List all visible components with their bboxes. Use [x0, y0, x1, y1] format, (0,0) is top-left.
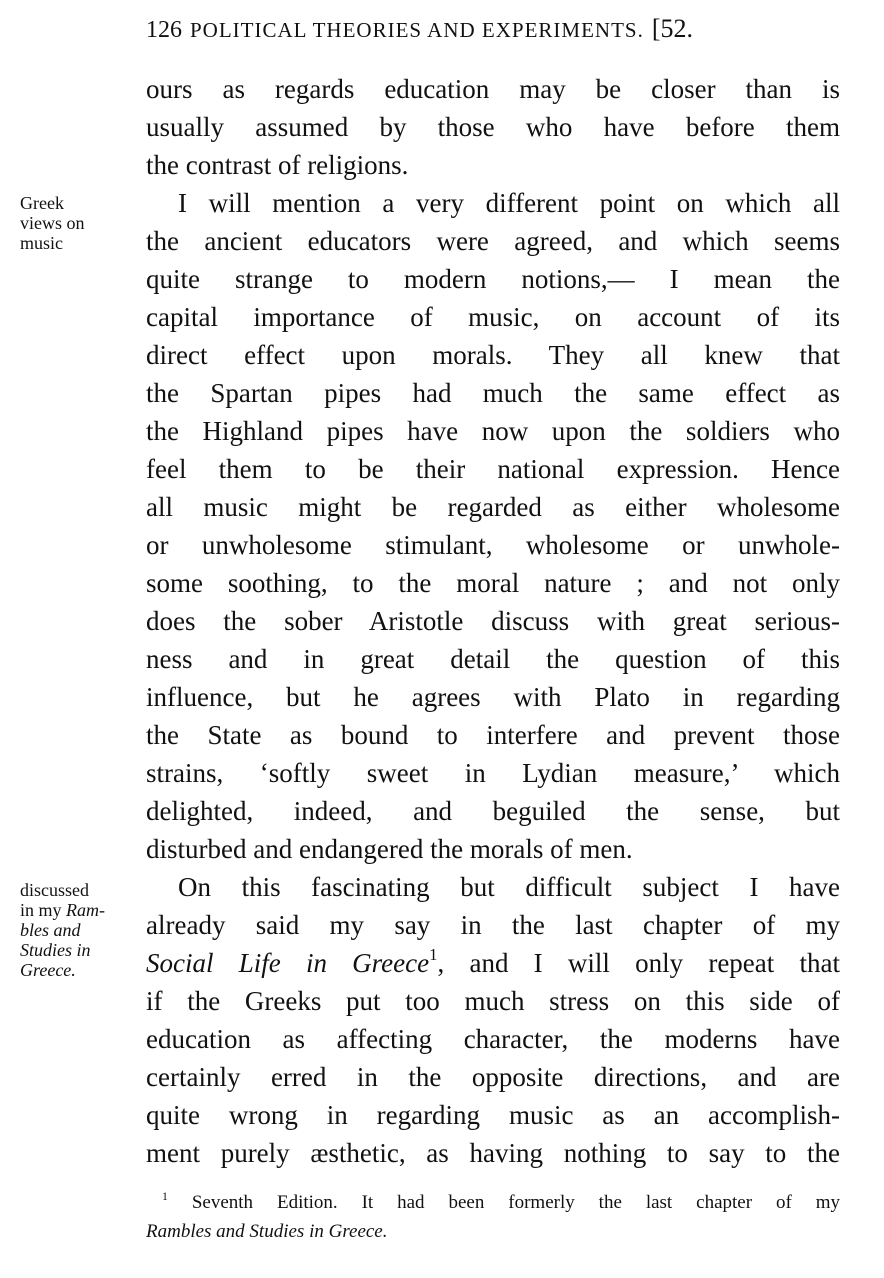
margin-note-line: Greek: [20, 193, 64, 213]
text-line: strains, ‘softly sweet in Lydian measure,’ which: [146, 758, 840, 788]
margin-note-line: Greece.: [20, 960, 76, 980]
text-line: usually assumed by those who have before them: [146, 112, 840, 142]
margin-note-discussed: [20, 880, 105, 980]
text-line: already said my say in the last chapter of my: [146, 910, 840, 940]
text-line: quite strange to modern notions,— I mean the: [146, 264, 840, 294]
body-text: [146, 70, 840, 1172]
section-reference: [52.: [651, 14, 694, 43]
text-line: certainly erred in the opposite directions, and are: [146, 1062, 840, 1092]
paragraph-start-line: I will mention a very different point on which all: [178, 188, 840, 218]
text-line: some soothing, to the moral nature ; and not only: [146, 568, 840, 598]
text-line: delighted, indeed, and beguiled the sense, but: [146, 796, 840, 826]
footnote-marker: 1: [429, 945, 438, 965]
text-line: the Highland pipes have now upon the soldiers who: [146, 416, 840, 446]
text-line: the contrast of religions.: [146, 150, 409, 180]
margin-note-line: Studies in: [20, 940, 91, 960]
margin-note-line: [20, 900, 105, 920]
footnote: [146, 1188, 840, 1246]
text-line: feel them to be their national expression. Hence: [146, 454, 840, 484]
margin-note-line: music: [20, 233, 63, 253]
footnote-number: 1: [162, 1189, 168, 1203]
footnote-line: [146, 1188, 840, 1217]
text-line: quite wrong in regarding music as an accomplish-: [146, 1100, 840, 1130]
running-title: POLITICAL THEORIES AND EXPERIMENTS.: [190, 18, 644, 42]
margin-note-line: bles and: [20, 920, 81, 940]
text-line: capital importance of music, on account of its: [146, 302, 840, 332]
margin-note-greek-views: [20, 193, 85, 253]
text-line: influence, but he agrees with Plato in regarding: [146, 682, 840, 712]
text-fragment: , and I will only repeat that: [437, 948, 840, 978]
text-line: if the Greeks put too much stress on this side of: [146, 986, 840, 1016]
text-line: ment purely æsthetic, as having nothing to say to the: [146, 1138, 840, 1168]
text-line: all music might be regarded as either wholesome: [146, 492, 840, 522]
running-header: [146, 14, 846, 48]
footnote-text: Seventh Edition. It had been formerly the last chapter of my: [167, 1192, 840, 1213]
margin-note-line: views on: [20, 213, 85, 233]
footnote-line: Rambles and Studies in Greece.: [146, 1221, 388, 1242]
text-line: the State as bound to interfere and prevent those: [146, 720, 840, 750]
margin-note-fragment: in my: [20, 900, 67, 920]
text-line: direct effect upon morals. They all knew that: [146, 340, 840, 370]
paragraph-start-line: On this fascinating but difficult subject I have: [178, 872, 840, 902]
text-line: education as affecting character, the moderns have: [146, 1024, 840, 1054]
text-line: ness and in great detail the question of this: [146, 644, 840, 674]
text-line: or unwholesome stimulant, wholesome or unwhole-: [146, 530, 840, 560]
margin-note-line: discussed: [20, 880, 89, 900]
margin-note-fragment: Ram-: [66, 900, 106, 920]
book-title: Social Life in Greece: [146, 948, 430, 978]
page-number: 126: [146, 17, 182, 43]
text-line: the ancient educators were agreed, and which seems: [146, 226, 840, 256]
text-line: the Spartan pipes had much the same effect as: [146, 378, 840, 408]
text-line: [146, 944, 840, 982]
text-line: disturbed and endangered the morals of men.: [146, 834, 633, 864]
text-line: ours as regards education may be closer than is: [146, 74, 840, 104]
text-line: does the sober Aristotle discuss with great serious-: [146, 606, 840, 636]
